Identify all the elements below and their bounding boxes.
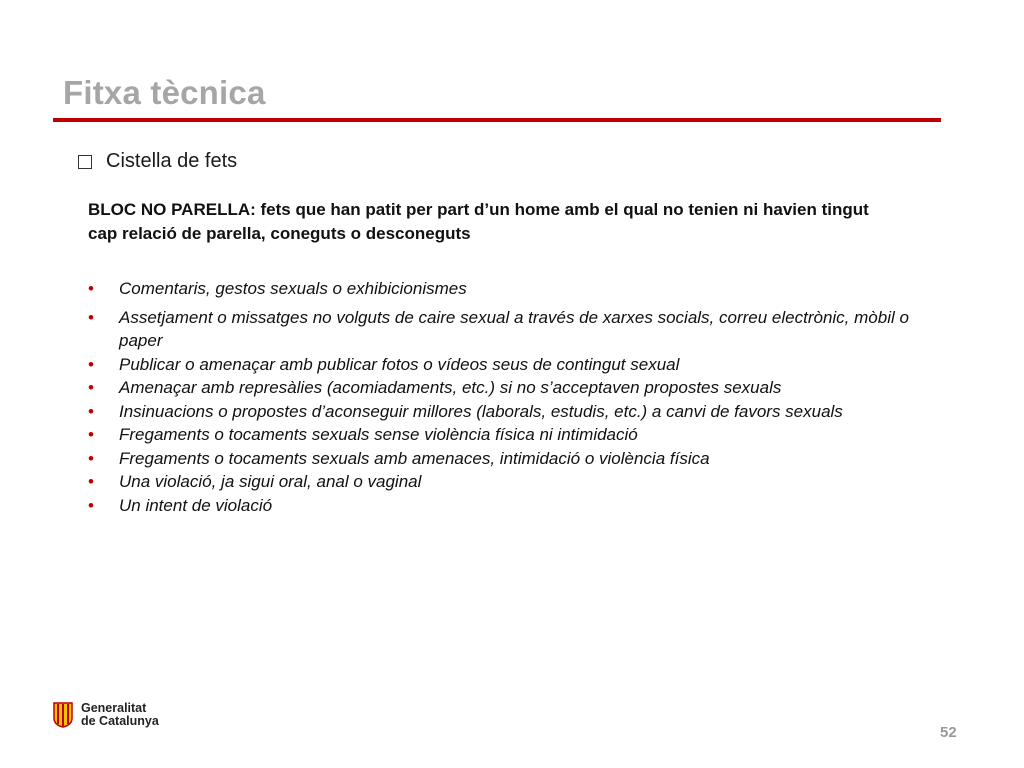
list-item-text: Amenaçar amb represàlies (acomiadaments, etc.) si no s’acceptaven propostes sexuals xyxy=(119,378,782,397)
bullet-icon: • xyxy=(88,307,94,327)
slide-title: Fitxa tècnica xyxy=(63,74,266,111)
senyera-emblem-icon xyxy=(53,702,73,728)
section-label: Cistella de fets xyxy=(106,150,238,172)
bullet-icon: • xyxy=(88,495,94,515)
list-item-text: Una violació, ja sigui oral, anal o vaginal xyxy=(119,472,422,491)
list-item xyxy=(88,423,918,447)
list-item-text: Insinuacions o propostes d’aconseguir millores (laborals, estudis, etc.) a canvi de favors sexuals xyxy=(119,401,843,421)
list-item xyxy=(88,277,918,301)
list-item xyxy=(88,353,918,377)
bullet-icon: • xyxy=(88,279,94,298)
section-header xyxy=(78,150,237,173)
bloc-heading: BLOC NO PARELLA: fets que han patit per part d’un home amb el qual no tenien ni havien tingut cap relació de parella, coneguts o desconeguts xyxy=(88,200,869,243)
square-bullet-icon xyxy=(78,155,92,169)
list-item xyxy=(88,470,918,494)
bullet-icon: • xyxy=(88,448,94,468)
bullet-icon: • xyxy=(88,378,94,397)
list-item-text: Fregaments o tocaments sexuals amb amenaces, intimidació o violència física xyxy=(119,448,710,468)
items-list xyxy=(88,277,918,517)
page-number: 52 xyxy=(940,724,957,741)
logo-line-2: de Catalunya xyxy=(81,714,159,728)
title-divider xyxy=(53,118,941,122)
list-item-text: Un intent de violació xyxy=(119,495,273,515)
list-item xyxy=(88,376,918,400)
bullet-icon: • xyxy=(88,354,94,374)
list-item xyxy=(88,306,918,353)
bullet-icon: • xyxy=(88,401,94,421)
list-item-text: Comentaris, gestos sexuals o exhibicionismes xyxy=(119,279,467,298)
list-item xyxy=(88,400,918,424)
bullet-icon: • xyxy=(88,425,94,444)
list-item xyxy=(88,494,918,518)
list-item-text: Assetjament o missatges no volguts de caire sexual a través de xarxes socials, correu electrònic, mòbil o paper xyxy=(119,307,909,350)
bullet-icon: • xyxy=(88,472,94,491)
list-item-text: Fregaments o tocaments sexuals sense violència física ni intimidació xyxy=(119,425,638,444)
logo-text xyxy=(81,702,159,728)
logo-line-1: Generalitat xyxy=(81,701,147,715)
list-item xyxy=(88,447,918,471)
generalitat-logo xyxy=(53,702,159,728)
list-item-text: Publicar o amenaçar amb publicar fotos o vídeos seus de contingut sexual xyxy=(119,354,680,374)
